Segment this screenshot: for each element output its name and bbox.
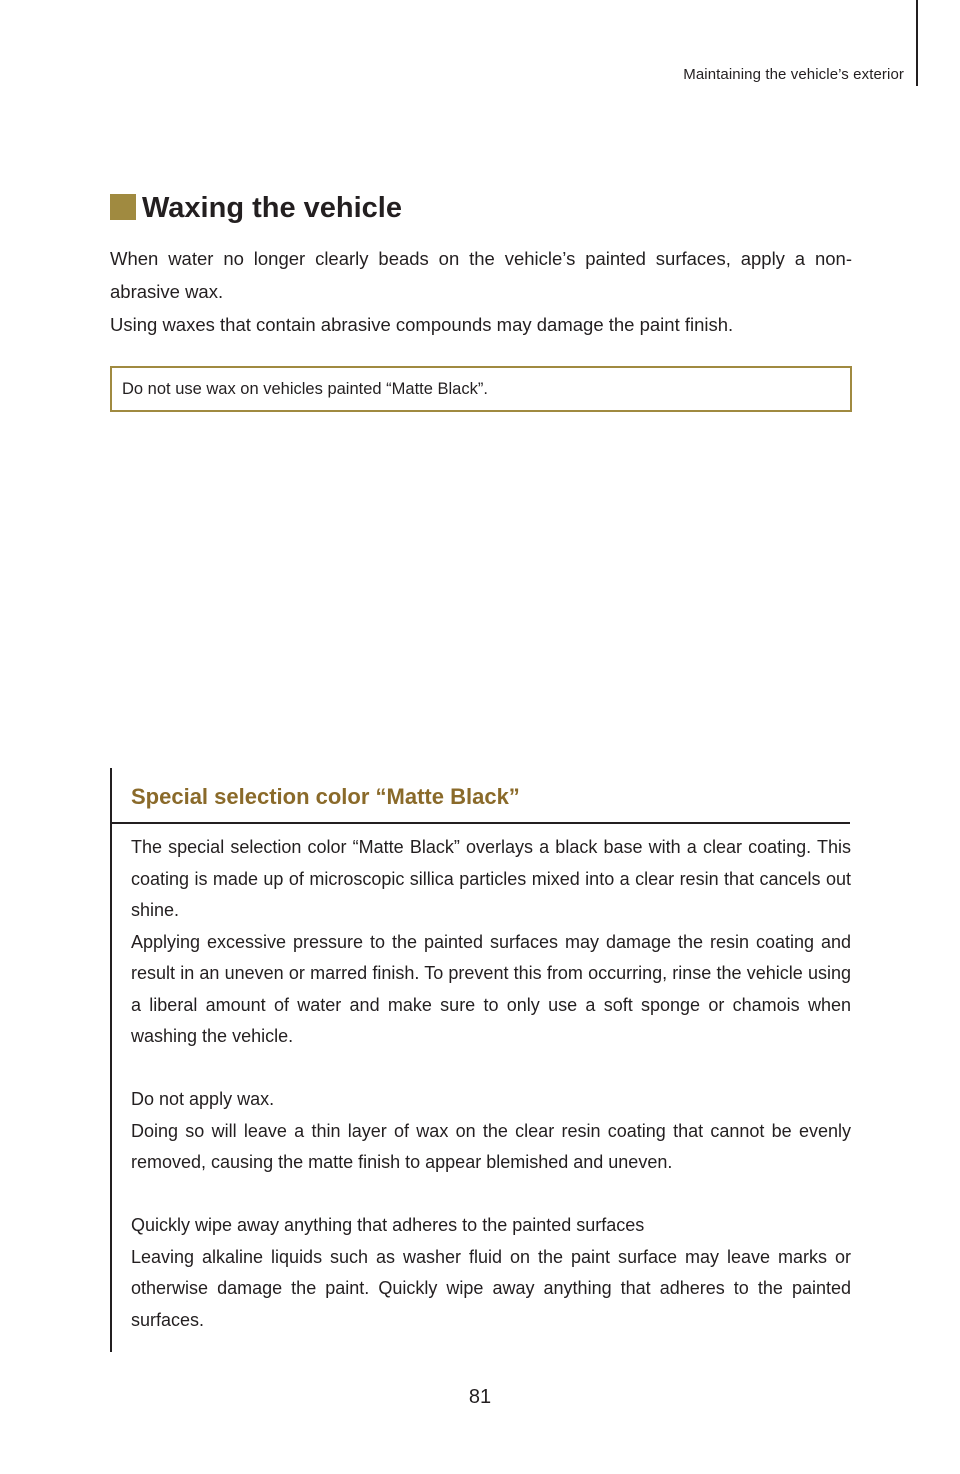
info-box-title-rule — [112, 822, 850, 824]
section-body — [110, 242, 852, 341]
info-paragraph: The special selection color “Matte Black” overlays a black base with a clear coating. This coating is made up of microscopic sillica particles mixed into a clear resin that cancels out shine. — [131, 837, 851, 920]
info-paragraph: Doing so will leave a thin layer of wax on the clear resin coating that cannot be evenly removed, causing the matte finish to appear blemished and uneven. — [131, 1120, 851, 1172]
info-subheading: Do not apply wax. — [131, 1089, 275, 1109]
running-header: Maintaining the vehicle’s exterior — [683, 66, 904, 83]
info-box-left-rule — [110, 768, 112, 1352]
notice-text: Do not use wax on vehicles painted “Matte Black”. — [122, 379, 488, 398]
paragraph-gap — [131, 1179, 851, 1211]
section-title: Waxing the vehicle — [142, 192, 402, 224]
info-paragraph: Applying excessive pressure to the painted surfaces may damage the resin coating and result in an uneven or marred finish. To prevent this from occurring, rinse the vehicle using a liberal amount of water and make sure to only use a soft sponge or chamois when washing the vehicle. — [131, 931, 851, 1046]
notice-box — [110, 366, 852, 412]
paragraph-gap — [131, 1053, 851, 1085]
info-paragraph: Leaving alkaline liquids such as washer fluid on the paint surface may leave marks or otherwise damage the paint. Quickly wipe away anything that adheres to the painted surfaces. — [131, 1246, 851, 1330]
info-box-title: Special selection color “Matte Black” — [131, 784, 520, 809]
body-paragraph: Using waxes that contain abrasive compounds may damage the paint finish. — [110, 314, 734, 335]
page-number: 81 — [468, 1386, 492, 1408]
body-paragraph: When water no longer clearly beads on the vehicle’s painted surfaces, apply a non-abrasive wax. — [110, 248, 852, 302]
info-box-body — [131, 832, 851, 1336]
section-square-icon — [110, 194, 136, 220]
section-heading — [110, 192, 402, 225]
header-divider — [916, 0, 918, 86]
info-subheading: Quickly wipe away anything that adheres to the painted surfaces — [131, 1215, 645, 1235]
